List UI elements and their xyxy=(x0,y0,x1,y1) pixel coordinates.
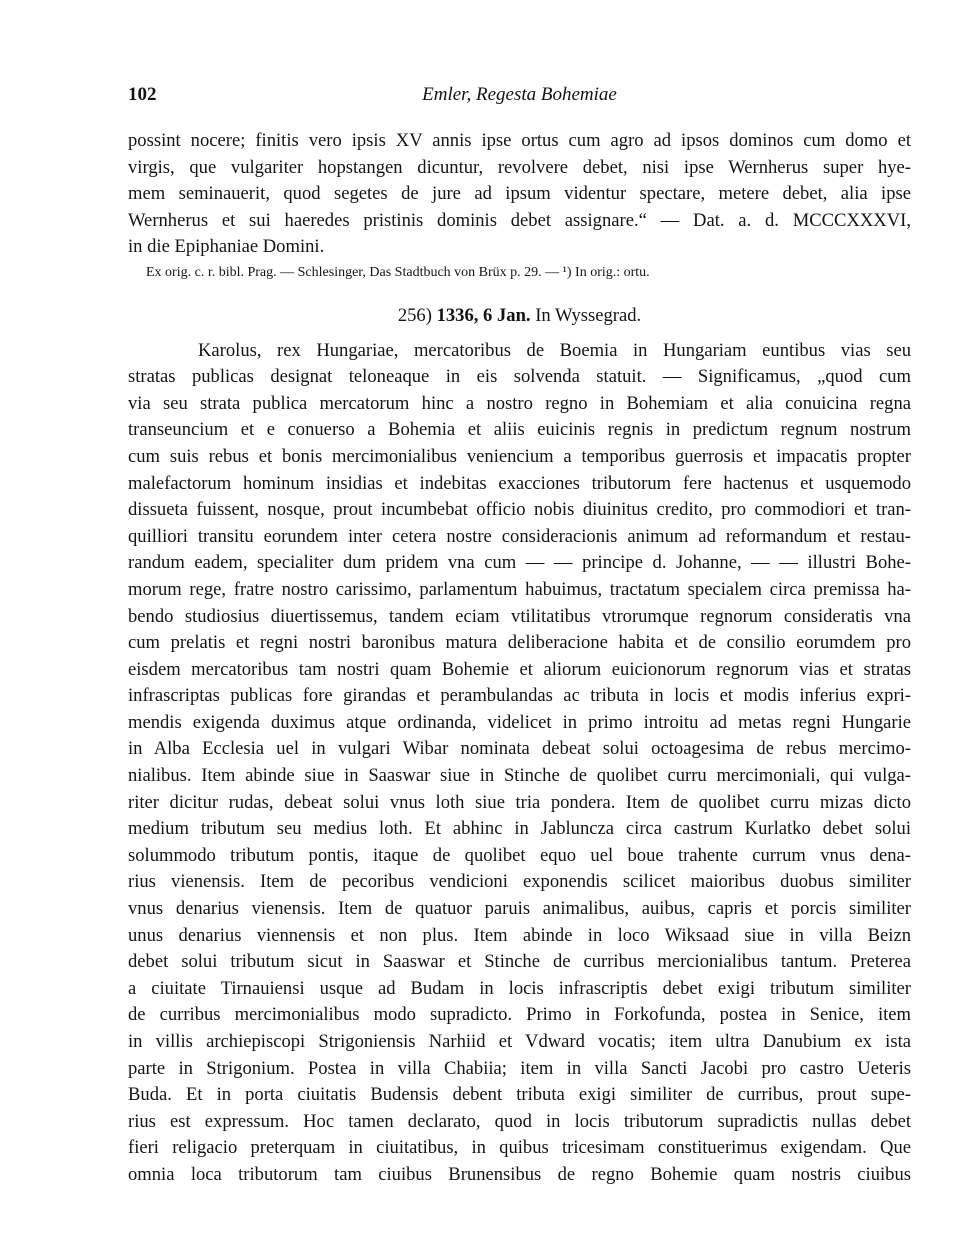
text-line: rius vienensis. Item de pecoribus vendicioni exponendis scilicet maioribus duobus similiter xyxy=(128,871,911,893)
page-header xyxy=(128,84,911,114)
text-line: possint nocere; finitis vero ipsis XV annis ipse ortus cum agro ad ipsos dominos cum domo et xyxy=(128,130,911,151)
text-line: transeuncium et e conuerso a Bohemia et aliis euicinis regnis in predictum regnum nostrum xyxy=(128,419,911,441)
text-line: in Alba Ecclesia uel in vulgari Wibar nominata debeat solui octoagesima de rebus mercimo- xyxy=(128,738,911,760)
text-line: de curribus mercimonialibus modo supradicto. Primo in Forkofunda, postea in Senice, item xyxy=(128,1004,911,1026)
text-line: virgis, que vulgariter hopstangen dicuntur, revolvere debet, nisi ipse Wernherus super hye- xyxy=(128,156,911,178)
text-line: mem seminauerit, quod segetes de jure ad ipsum videntur spectare, metere debet, alia ipse xyxy=(128,183,911,205)
text-line: Karolus, rex Hungariae, mercatoribus de Boemia in Hungariam euntibus vias seu xyxy=(198,339,911,361)
entry-number: 256) xyxy=(397,304,432,326)
text-line: medium tributum seu medius loth. Et abhinc in Jabluncza circa castrum Kurlatko debet solui xyxy=(128,818,911,840)
text-line: via seu strata publica mercatorum hinc a nostro regno in Bohemiam et alia conuicina regna xyxy=(128,392,911,414)
text-line: unus denarius viennensis et non plus. Item abinde in loco Wiksaad siue in villa Beizn xyxy=(128,924,911,946)
running-title: Emler, Regesta Bohemiae xyxy=(422,84,617,105)
text-line: infrascriptas publicas fore girandas et perambulandas ac tributa in locis et modis inferius expri- xyxy=(128,685,911,707)
text-line: cum suis rebus et bonis mercimonialibus veniencium a temporibus guerrosis et impacatis propter xyxy=(128,445,911,467)
text-line: Buda. Et in porta ciuitatis Budensis debent tributa exigi similiter de curribus, prout supe- xyxy=(128,1084,911,1106)
text-line: a ciuitate Tirnauiensi usque ad Budam in locis infrascriptis debet exigi tributum similiter xyxy=(128,977,911,999)
text-line: rius est expressum. Hoc tamen declarato, quod in locis tributorum supradictis nullas debet xyxy=(128,1110,911,1132)
text-line: Wernherus et sui haeredes pristinis dominis debet assignare.“ — Dat. a. d. MCCCXXXVI, xyxy=(128,209,911,231)
text-line: dissueta fuissent, nosque, prout incumbebat officio nobis diuinitus credito, pro commodiori et tran- xyxy=(128,499,911,521)
text-line: solummodo tributum pontis, itaque de quolibet equo uel boue trahente currum vnus dena- xyxy=(128,844,911,866)
text-line: randum eadem, specialiter dum pridem vna cum — — principe d. Johanne, — — illustri Bohe- xyxy=(128,552,911,574)
text-line: debet solui tributum sicut in Saaswar et Stinche de curribus mercionialibus tantum. Preterea xyxy=(128,951,911,973)
document-page xyxy=(128,84,911,1189)
page-number: 102 xyxy=(128,84,157,105)
text-line: mendis exigenda duximus atque ordinanda, videlicet in primo introitu ad metas regni Hungarie xyxy=(128,711,911,733)
text-line: bendo studiosius diuertissemus, tandem eciam vtilitatibus vtrorumque regnorum consideratis vna xyxy=(128,605,911,627)
text-line: morum rege, fratre nostro carissimo, parlamentum habuimus, tractatum specialem circa premissa ha- xyxy=(128,578,911,600)
text-line: parte in Strigonium. Postea in villa Chabiia; item in villa Sancti Jacobi pro castro Ueteris xyxy=(128,1057,911,1079)
text-line: vnus denarius vienensis. Item de quatuor paruis animalibus, auibus, capris et porcis similiter xyxy=(128,898,911,920)
entry-place: In Wyssegrad. xyxy=(535,304,642,326)
text-line: malefactorum hominum insidias et indebitas exacciones tributorum fere hactenus et usquemodo xyxy=(128,472,911,494)
entry-body xyxy=(128,338,911,1189)
source-note: Ex orig. c. r. bibl. Prag. — Schlesinger, Das Stadtbuch von Brüx p. 29. — ¹) In orig.: ortu. xyxy=(146,264,650,280)
text-line: cum prelatis et regni nostri baronibus matura deliberacione habita et de consilio eorumdem pro xyxy=(128,632,911,654)
text-line: eisdem mercatoribus tam nostri quam Bohemie et aliorum euicionorum regnorum vias et stratas xyxy=(128,658,911,680)
text-line: in die Epiphaniae Domini. xyxy=(128,236,325,258)
text-line: omnia loca tributorum tam ciuibus Brunensibus de regno Bohemie quam nostris ciuibus xyxy=(128,1163,911,1185)
previous-entry xyxy=(128,128,911,283)
text-line: in villis archiepiscopi Strigoniensis Narhiid et Vdward vocatis; item ultra Danubium ex ista xyxy=(128,1031,911,1052)
text-line: fieri religacio preterquam in ciuitatibus, in quibus tricesimam constituerimus exigendam. Que xyxy=(128,1137,911,1159)
text-line: nialibus. Item abinde siue in Saaswar siue in Stinche de quolibet curru mercimoniali, qui vulga- xyxy=(128,765,911,787)
entry-date: 1336, 6 Jan. xyxy=(436,304,531,326)
entry-heading xyxy=(128,303,911,330)
text-line: quilliori transitu eorundem inter cetera nostre consideracionis animum ad reformandum et restau- xyxy=(128,525,911,547)
text-line: stratas publicas designat teloneaque in eis solvenda statuit. — Significamus, „quod cum xyxy=(128,366,911,388)
text-line: riter dicitur rudas, debeat solui vnus loth siue tria pondera. Item de quolibet curru mizas dicto xyxy=(128,791,911,813)
